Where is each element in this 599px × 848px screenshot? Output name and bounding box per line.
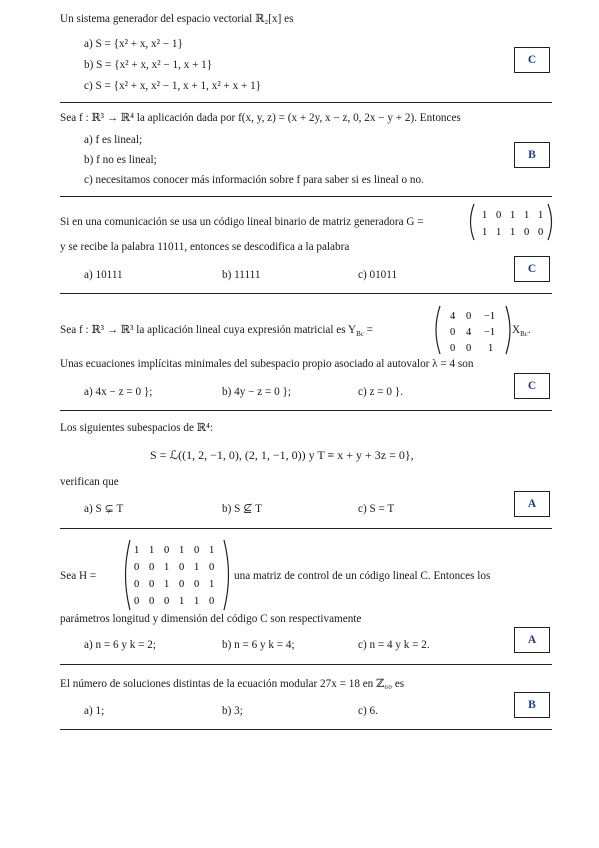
q3-stem-continued: y se recibe la palabra 11011, entonces se descodifica a la palabra xyxy=(60,241,350,253)
matrix-cell: 0 xyxy=(194,579,200,590)
q1-answer-box: C xyxy=(514,47,550,73)
q2-stem: Sea f : ℝ³ → ℝ⁴ la aplicación dada por f(x, y, z) = (x + 2y, x − z, 0, 2x − y + 2). Entonces xyxy=(60,112,461,124)
matrix-cell: 1 xyxy=(482,210,488,221)
matrix-cell: 0 xyxy=(164,596,170,607)
q4-stem-continued: Unas ecuaciones implícitas minimales del subespacio propio asociado al autovalor λ = 4 son xyxy=(60,358,474,370)
matrix-cell: 1 xyxy=(194,562,200,573)
q5-stem-continued: verifican que xyxy=(60,476,119,488)
matrix-cell: 1 xyxy=(538,210,544,221)
q2-option-a[interactable]: a) f es lineal; xyxy=(84,134,143,146)
matrix-cell: 0 xyxy=(164,545,170,556)
divider xyxy=(60,102,552,103)
q3-option-c[interactable]: c) 01011 xyxy=(358,269,398,281)
matrix-cell: 1 xyxy=(179,596,185,607)
matrix-cell: 0 xyxy=(134,596,140,607)
q6-option-c[interactable]: c) n = 4 y k = 2. xyxy=(358,639,430,651)
matrix-cell: −1 xyxy=(484,327,496,338)
q3-option-b[interactable]: b) 11111 xyxy=(222,269,261,281)
q7-option-a[interactable]: a) 1; xyxy=(84,705,105,717)
matrix-cell: 0 xyxy=(179,579,185,590)
matrix-cell: 1 xyxy=(524,210,530,221)
q7-option-c[interactable]: c) 6. xyxy=(358,705,378,717)
q7-option-b[interactable]: b) 3; xyxy=(222,705,243,717)
q6-option-b[interactable]: b) n = 6 y k = 4; xyxy=(222,639,295,651)
matrix-cell: 0 xyxy=(524,227,530,238)
q6-stem: una matriz de control de un código lineal C. Entonces los xyxy=(234,570,491,582)
q1-option-b[interactable]: b) S = {x² + x, x² − 1, x + 1} xyxy=(84,59,213,71)
matrix-cell: 1 xyxy=(510,210,516,221)
q5-option-a[interactable]: a) S ⊊ T xyxy=(84,503,124,515)
matrix-cell: 1 xyxy=(510,227,516,238)
divider xyxy=(60,528,552,529)
q2-answer-box: B xyxy=(514,142,550,168)
q4-option-a[interactable]: a) 4x − z = 0 }; xyxy=(84,386,153,398)
q6-option-a[interactable]: a) n = 6 y k = 2; xyxy=(84,639,156,651)
q4-stem-text: Sea f : ℝ³ → ℝ³ la aplicación lineal cuya expresión matricial es Y xyxy=(60,324,357,336)
divider xyxy=(60,729,552,730)
matrix-cell: 1 xyxy=(496,227,502,238)
q4-tail-text: X xyxy=(512,324,521,336)
matrix-cell: 0 xyxy=(149,562,155,573)
q1-option-c[interactable]: c) S = {x² + x, x² − 1, x + 1, x² + x + 1} xyxy=(84,80,262,92)
q2-option-b[interactable]: b) f no es lineal; xyxy=(84,154,157,166)
q3-generator-matrix xyxy=(468,202,554,242)
q7-stem: El número de soluciones distintas de la ecuación modular 27x = 18 en ℤ₆₀ es xyxy=(60,678,405,690)
matrix-cell: −1 xyxy=(484,311,496,322)
q5-answer-box: A xyxy=(514,491,550,517)
q5-option-b[interactable]: b) S ⊈ T xyxy=(222,503,262,515)
q3-option-a[interactable]: a) 10111 xyxy=(84,269,123,281)
matrix-cell: 0 xyxy=(466,311,472,322)
q1-option-a[interactable]: a) S = {x² + x, x² − 1} xyxy=(84,38,183,50)
q6-answer-box: A xyxy=(514,627,550,653)
matrix-cell: 1 xyxy=(179,545,185,556)
matrix-cell: 0 xyxy=(538,227,544,238)
q4-tail-sub: Bc xyxy=(520,330,528,339)
matrix-cell: 1 xyxy=(164,579,170,590)
matrix-cell: 0 xyxy=(450,327,456,338)
matrix-cell: 1 xyxy=(134,545,140,556)
q6-stem-prefix: Sea H = xyxy=(60,570,97,582)
q4-stem-sub: Bc xyxy=(356,330,364,339)
matrix-cell: 1 xyxy=(149,545,155,556)
matrix-cell: 0 xyxy=(179,562,185,573)
q3-stem: Si en una comunicación se usa un código lineal binario de matriz generadora G = xyxy=(60,216,424,228)
matrix-cell: 4 xyxy=(466,327,472,338)
divider xyxy=(60,293,552,294)
matrix-cell: 0 xyxy=(194,545,200,556)
matrix-cell: 1 xyxy=(488,343,494,354)
matrix-cell: 0 xyxy=(209,562,215,573)
divider xyxy=(60,196,552,197)
q4-answer-box: C xyxy=(514,373,550,399)
matrix-cell: 4 xyxy=(450,311,456,322)
matrix-cell: 1 xyxy=(209,545,215,556)
q4-stem xyxy=(60,323,373,341)
matrix-cell: 0 xyxy=(134,579,140,590)
q4-stem-tail: $X_{Bc}$. xyxy=(512,324,531,339)
matrix-cell: 0 xyxy=(466,343,472,354)
matrix-cell: 0 xyxy=(209,596,215,607)
matrix-cell: 0 xyxy=(496,210,502,221)
q5-option-c[interactable]: c) S = T xyxy=(358,503,395,515)
q7-answer-box: B xyxy=(514,692,550,718)
q2-option-c[interactable]: c) necesitamos conocer más información sobre f para saber si es lineal o no. xyxy=(84,174,424,186)
q4-matrix xyxy=(434,304,512,356)
q5-formula: S = ℒ((1, 2, −1, 0), (2, 1, −1, 0)) y T ≡ x + y + 3z = 0}, xyxy=(150,448,414,462)
matrix-cell: 0 xyxy=(450,343,456,354)
q4-option-c[interactable]: c) z = 0 }. xyxy=(358,386,403,398)
q4-option-b[interactable]: b) 4y − z = 0 }; xyxy=(222,386,291,398)
matrix-cell: 1 xyxy=(209,579,215,590)
matrix-cell: 0 xyxy=(149,579,155,590)
matrix-cell: 1 xyxy=(194,596,200,607)
q1-stem: Un sistema generador del espacio vectorial ℝ₂[x] es xyxy=(60,13,294,25)
matrix-cell: 1 xyxy=(164,562,170,573)
q5-stem: Los siguientes subespacios de ℝ⁴: xyxy=(60,422,214,434)
matrix-cell: 0 xyxy=(134,562,140,573)
q6-control-matrix xyxy=(124,538,230,612)
q3-answer-box: C xyxy=(514,256,550,282)
matrix-cell: 1 xyxy=(482,227,488,238)
divider xyxy=(60,410,552,411)
matrix-cell: 0 xyxy=(149,596,155,607)
q4-stem-eq: = xyxy=(366,324,373,336)
q6-stem-continued: parámetros longitud y dimensión del código C son respectivamente xyxy=(60,613,362,625)
divider xyxy=(60,664,552,665)
